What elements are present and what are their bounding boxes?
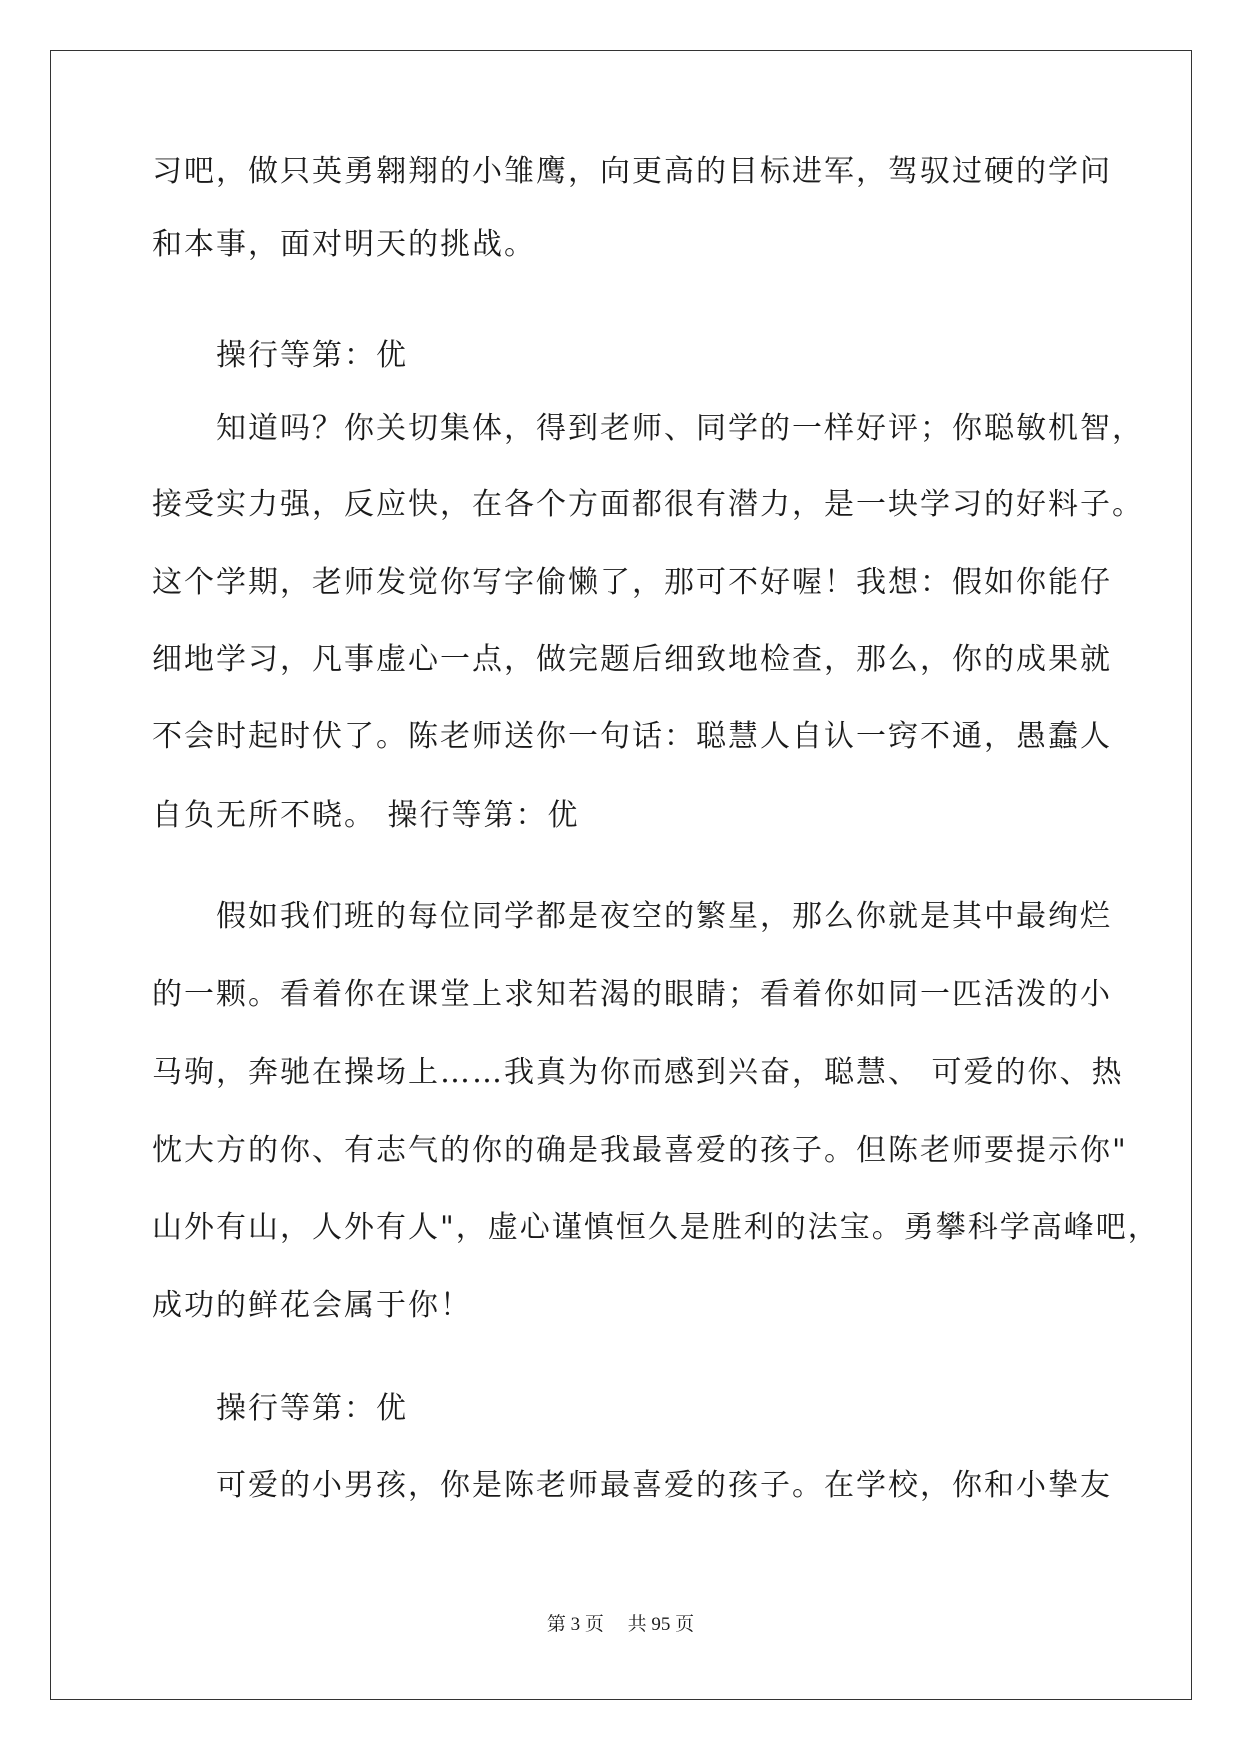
grade-line: 操行等第：优 (216, 1391, 408, 1426)
text-line: 山外有山，人外有人"，虚心谨慎恒久是胜利的法宝。勇攀科学高峰吧， (152, 1210, 1160, 1245)
text-line: 的一颗。看着你在课堂上求知若渴的眼睛；看着你如同一匹活泼的小 (152, 977, 1112, 1012)
text-line: 习吧，做只英勇翱翔的小雏鹰，向更高的目标进军，驾驭过硬的学问 (152, 154, 1112, 189)
page-number: 第 3 页 共 95 页 (546, 1614, 695, 1635)
paragraph-start: 知道吗？你关切集体，得到老师、同学的一样好评；你聪敏机智， (216, 411, 1144, 446)
grade-line: 操行等第：优 (216, 338, 408, 373)
text-line: 自负无所不晓。 操行等第：优 (152, 798, 580, 833)
text-line: 这个学期，老师发觉你写字偷懒了，那可不好喔！我想：假如你能仔 (152, 565, 1112, 600)
paragraph-start: 可爱的小男孩，你是陈老师最喜爱的孩子。在学校，你和小挚友 (216, 1468, 1112, 1503)
text-line: 马驹，奔驰在操场上……我真为你而感到兴奋，聪慧、 可爱的你、热 (152, 1055, 1124, 1090)
page-border (50, 50, 1192, 1700)
text-line: 成功的鲜花会属于你！ (152, 1288, 472, 1323)
paragraph-start: 假如我们班的每位同学都是夜空的繁星，那么你就是其中最绚烂 (216, 899, 1112, 934)
text-line: 忱大方的你、有志气的你的确是我最喜爱的孩子。但陈老师要提示你" (152, 1133, 1128, 1168)
text-line: 细地学习，凡事虚心一点，做完题后细致地检查，那么，你的成果就 (152, 642, 1112, 677)
text-line: 接受实力强，反应快，在各个方面都很有潜力，是一块学习的好料子。 (152, 487, 1144, 522)
text-line: 和本事，面对明天的挑战。 (152, 227, 536, 262)
text-line: 不会时起时伏了。陈老师送你一句话：聪慧人自认一窍不通，愚蠢人 (152, 719, 1112, 754)
